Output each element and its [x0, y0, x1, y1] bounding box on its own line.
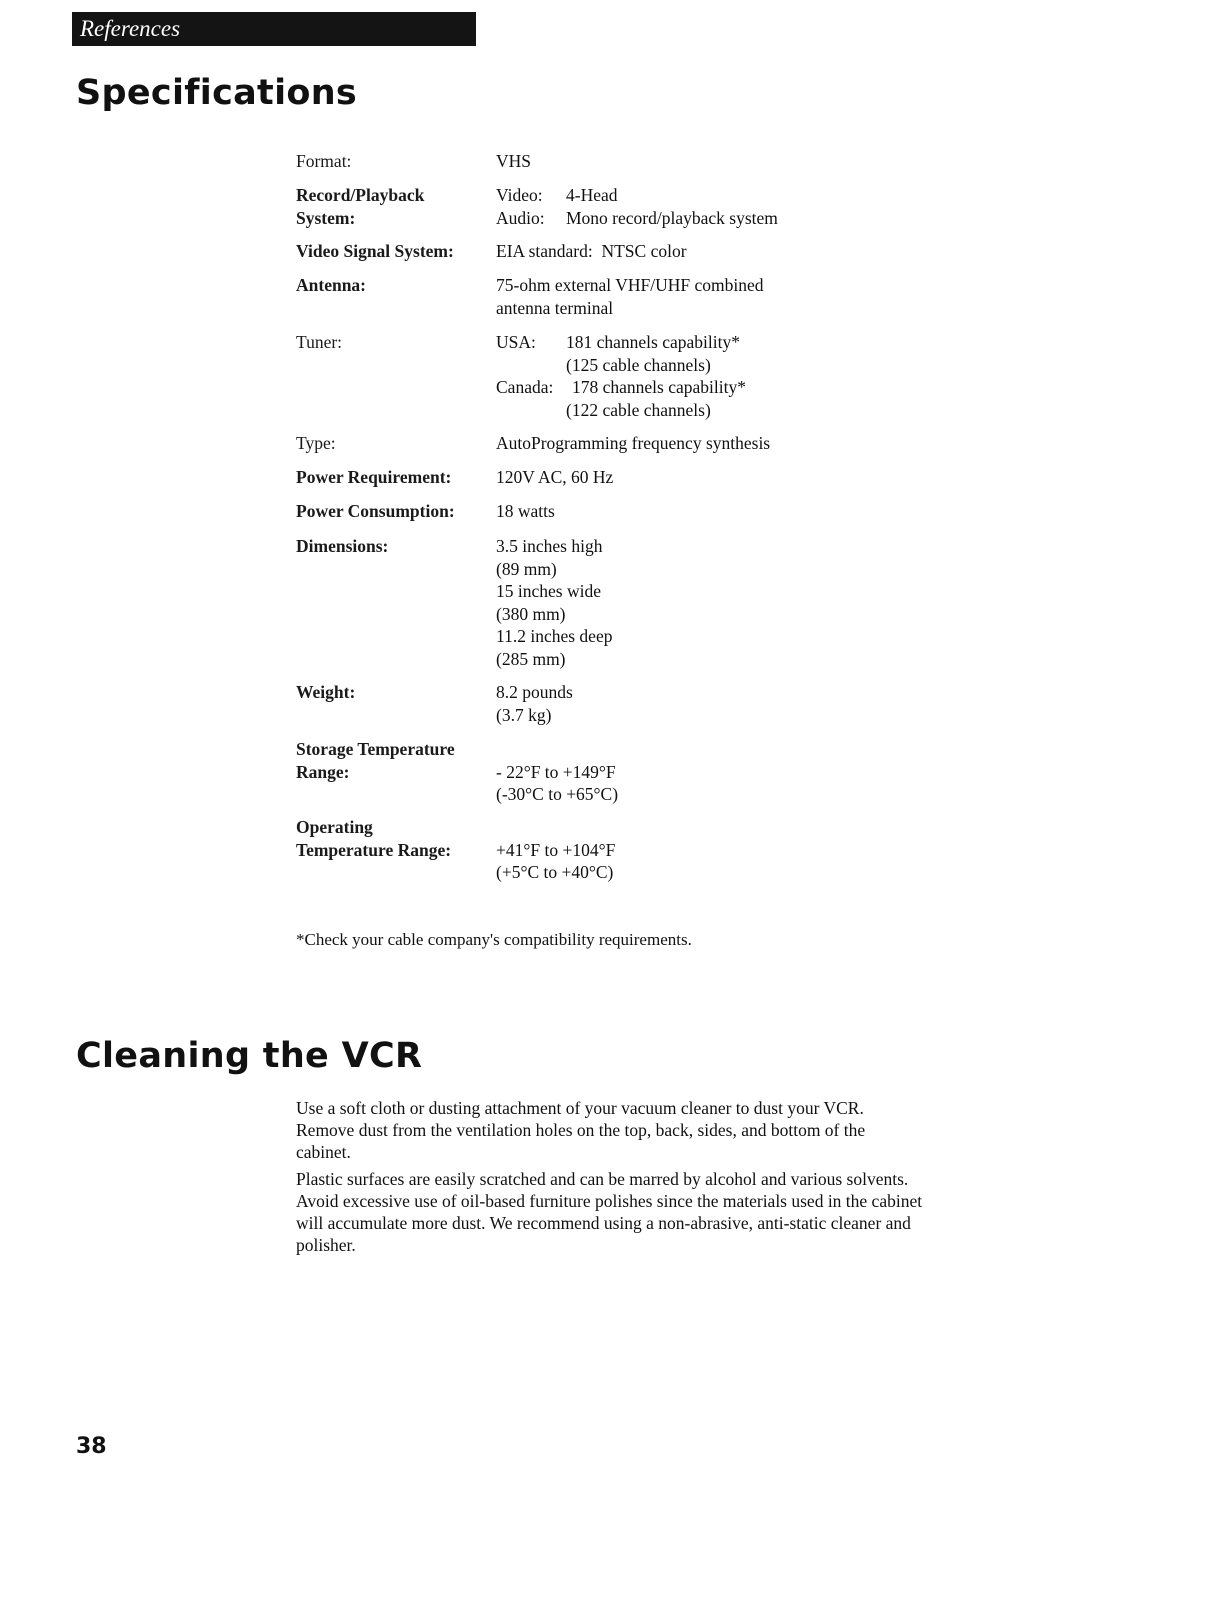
spec-value — [496, 354, 936, 377]
spec-values — [496, 535, 936, 670]
spec-value: (285 mm) — [496, 648, 566, 669]
section-header-label: References — [80, 16, 181, 41]
cleaning-paragraph: Plastic surfaces are easily scratched and can be marred by alcohol and various solvents. Avoid excessive use of oil-based furniture polishes since the materials used in the cabinet will accumulate more dust. We recommend using a non-abrasive, anti-static cleaner and polisher. — [296, 1169, 923, 1255]
spec-value: EIA standard: NTSC color — [496, 241, 687, 261]
spec-value: 75-ohm external VHF/UHF combined — [496, 275, 764, 295]
spec-values — [496, 184, 936, 229]
spec-sub-label: Canada: — [496, 377, 554, 397]
spec-value: (+5°C to +40°C) — [496, 862, 614, 882]
spec-value: 120V AC, 60 Hz — [496, 467, 614, 487]
cleaning-title: Cleaning the VCR — [76, 1036, 423, 1076]
spec-values — [496, 240, 936, 263]
spec-sub-value: 4-Head — [566, 185, 618, 205]
spec-sub-value: Mono record/playback system — [566, 207, 778, 228]
spec-label-line: Operating — [296, 817, 373, 837]
spec-values — [496, 432, 936, 455]
spec-label-line: System: — [296, 207, 356, 228]
spec-label: Format: — [296, 151, 352, 171]
spec-values — [496, 150, 936, 173]
spec-values — [496, 681, 936, 726]
spec-label: Tuner: — [296, 332, 343, 352]
spec-value: (380 mm) — [496, 603, 566, 624]
spec-label: Antenna: — [296, 275, 367, 295]
spec-label — [296, 738, 496, 783]
spec-value: 15 inches wide — [496, 581, 601, 601]
spec-values — [496, 839, 936, 884]
spec-label-line: Storage Temperature — [296, 739, 455, 759]
spec-sub-label: USA: — [496, 332, 536, 352]
spec-value: (3.7 kg) — [496, 704, 552, 725]
spec-values — [496, 274, 936, 319]
spec-label: Video Signal System: — [296, 241, 454, 261]
spec-sub-label: Video: — [496, 185, 543, 205]
spec-value: 18 watts — [496, 501, 555, 521]
spec-value: (89 mm) — [496, 558, 557, 579]
spec-label — [296, 816, 496, 861]
spec-label — [296, 184, 496, 229]
spec-value: - 22°F to +149°F — [496, 761, 616, 782]
spec-sub-value: (125 cable channels) — [566, 354, 711, 375]
spec-value: (-30°C to +65°C) — [496, 784, 619, 804]
spec-value: +41°F to +104°F — [496, 839, 616, 860]
spec-values — [496, 331, 936, 421]
spec-value — [496, 376, 936, 399]
spec-sub-label: Audio: — [496, 207, 545, 228]
spec-value — [496, 184, 936, 207]
section-header-bar — [72, 12, 476, 46]
spec-value: 8.2 pounds — [496, 682, 573, 702]
spec-sub-value: (122 cable channels) — [566, 399, 711, 420]
spec-label: Dimensions: — [296, 536, 389, 556]
spec-sub-value: 181 channels capability* — [566, 332, 740, 352]
specifications-title: Specifications — [76, 73, 358, 113]
spec-sub-value: 178 channels capability* — [572, 377, 746, 397]
spec-label-line: Record/Playback — [296, 185, 425, 205]
cleaning-paragraph: Use a soft cloth or dusting attachment of your vacuum cleaner to dust your VCR. Remove dust from the ventilation holes on the top, back, sides, and bottom of the cabinet. — [296, 1098, 866, 1162]
spec-value: VHS — [496, 151, 532, 171]
spec-value: 3.5 inches high — [496, 536, 603, 556]
spec-values — [496, 761, 936, 806]
footnote: *Check your cable company's compatibility requirements. — [296, 930, 692, 949]
spec-label-line: Range: — [296, 761, 350, 782]
spec-value — [496, 207, 936, 230]
spec-values — [496, 466, 936, 489]
spec-label-line: Temperature Range: — [296, 839, 452, 860]
spec-label: Weight: — [296, 682, 356, 702]
spec-label: Power Consumption: — [296, 501, 455, 521]
spec-value: 11.2 inches deep — [496, 626, 613, 646]
spec-value: AutoProgramming frequency synthesis — [496, 433, 771, 453]
spec-label: Type: — [296, 433, 336, 453]
spec-value — [496, 399, 936, 422]
spec-value: antenna terminal — [496, 297, 614, 318]
spec-value — [496, 331, 936, 354]
spec-label: Power Requirement: — [296, 467, 452, 487]
page-number: 38 — [76, 1434, 107, 1459]
spec-values — [496, 500, 936, 523]
